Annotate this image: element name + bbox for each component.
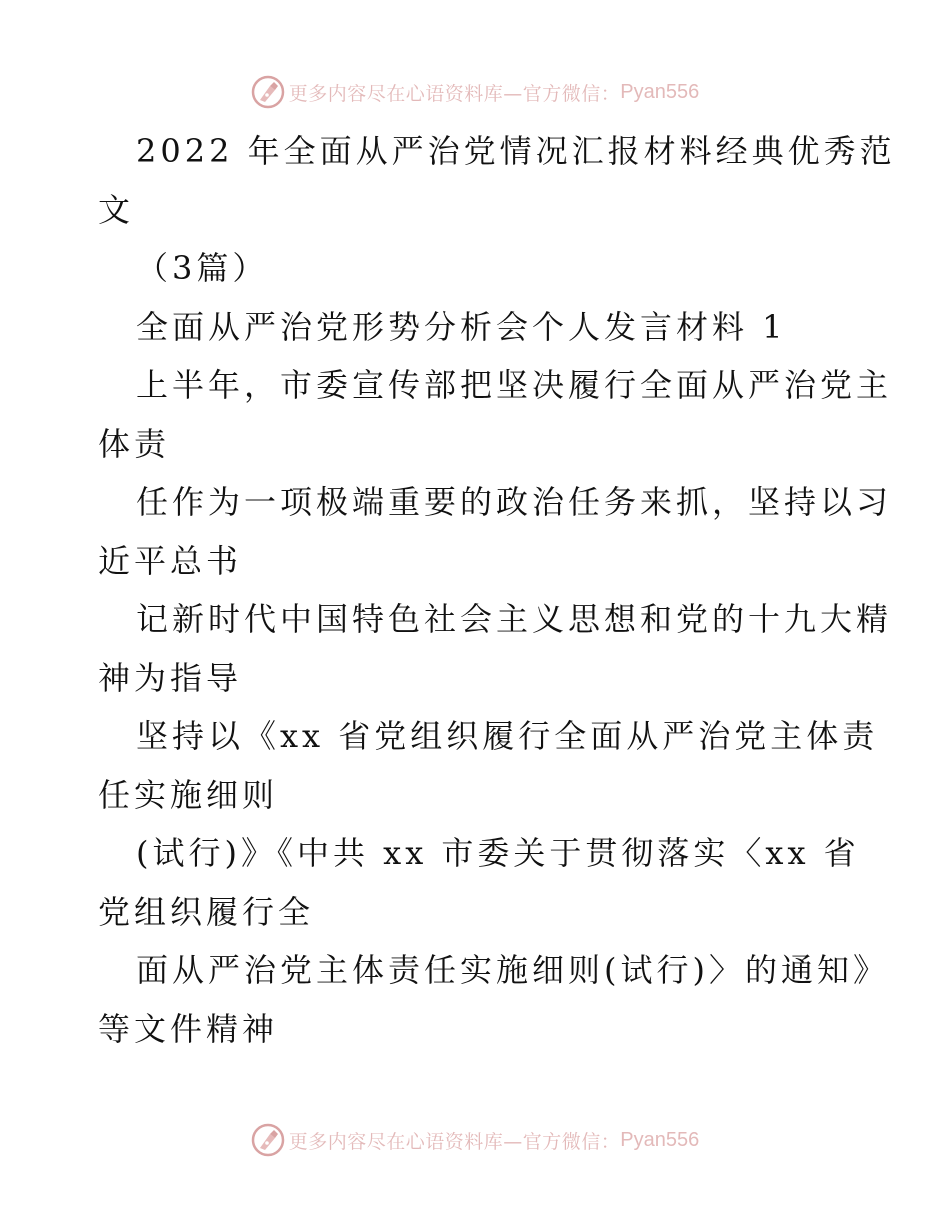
watermark-text: 更多内容尽在心语资料库—官方微信： [288,1130,621,1153]
body-line: 任作为一项极端重要的政治任务来抓，坚持以习 [136,483,893,521]
document-subtitle: （3篇） [136,249,269,287]
body-line: 体责 [98,424,171,463]
pen-nib-logo-icon [251,1123,285,1157]
body-line: 等文件精神 [98,1009,279,1048]
body-line: 近平总书 [98,541,243,580]
document-title: 2022 年全面从严治党情况汇报材料经典优秀范 [136,132,896,170]
watermark-text: 更多内容尽在心语资料库—官方微信： [288,82,621,105]
body-line: 记新时代中国特色社会主义思想和党的十九大精 [136,600,893,638]
document-body [98,122,896,1058]
header-watermark [0,72,950,112]
body-line: 神为指导 [98,658,243,697]
body-line: 上半年，市委宣传部把坚决履行全面从严治党主 [136,366,893,404]
body-line: 党组织履行全 [98,892,315,931]
pen-nib-logo-icon [251,75,285,109]
footer-watermark [0,1120,950,1160]
document-title-continued: 文 [98,190,135,229]
watermark-wechat-id: Pyan556 [620,1128,700,1151]
body-line: 任实施细则 [98,775,279,814]
body-line: 坚持以《xx 省党组织履行全面从严治党主体责 [136,717,879,755]
body-line: (试行)》《中共 xx 市委关于贯彻落实〈xx 省 [136,834,860,872]
section-heading: 全面从严治党形势分析会个人发言材料 1 [136,307,787,346]
body-line: 面从严治党主体责任实施细则(试行)〉的通知》 [136,951,889,989]
body-paragraph [98,356,893,1058]
watermark-wechat-id: Pyan556 [620,80,700,103]
